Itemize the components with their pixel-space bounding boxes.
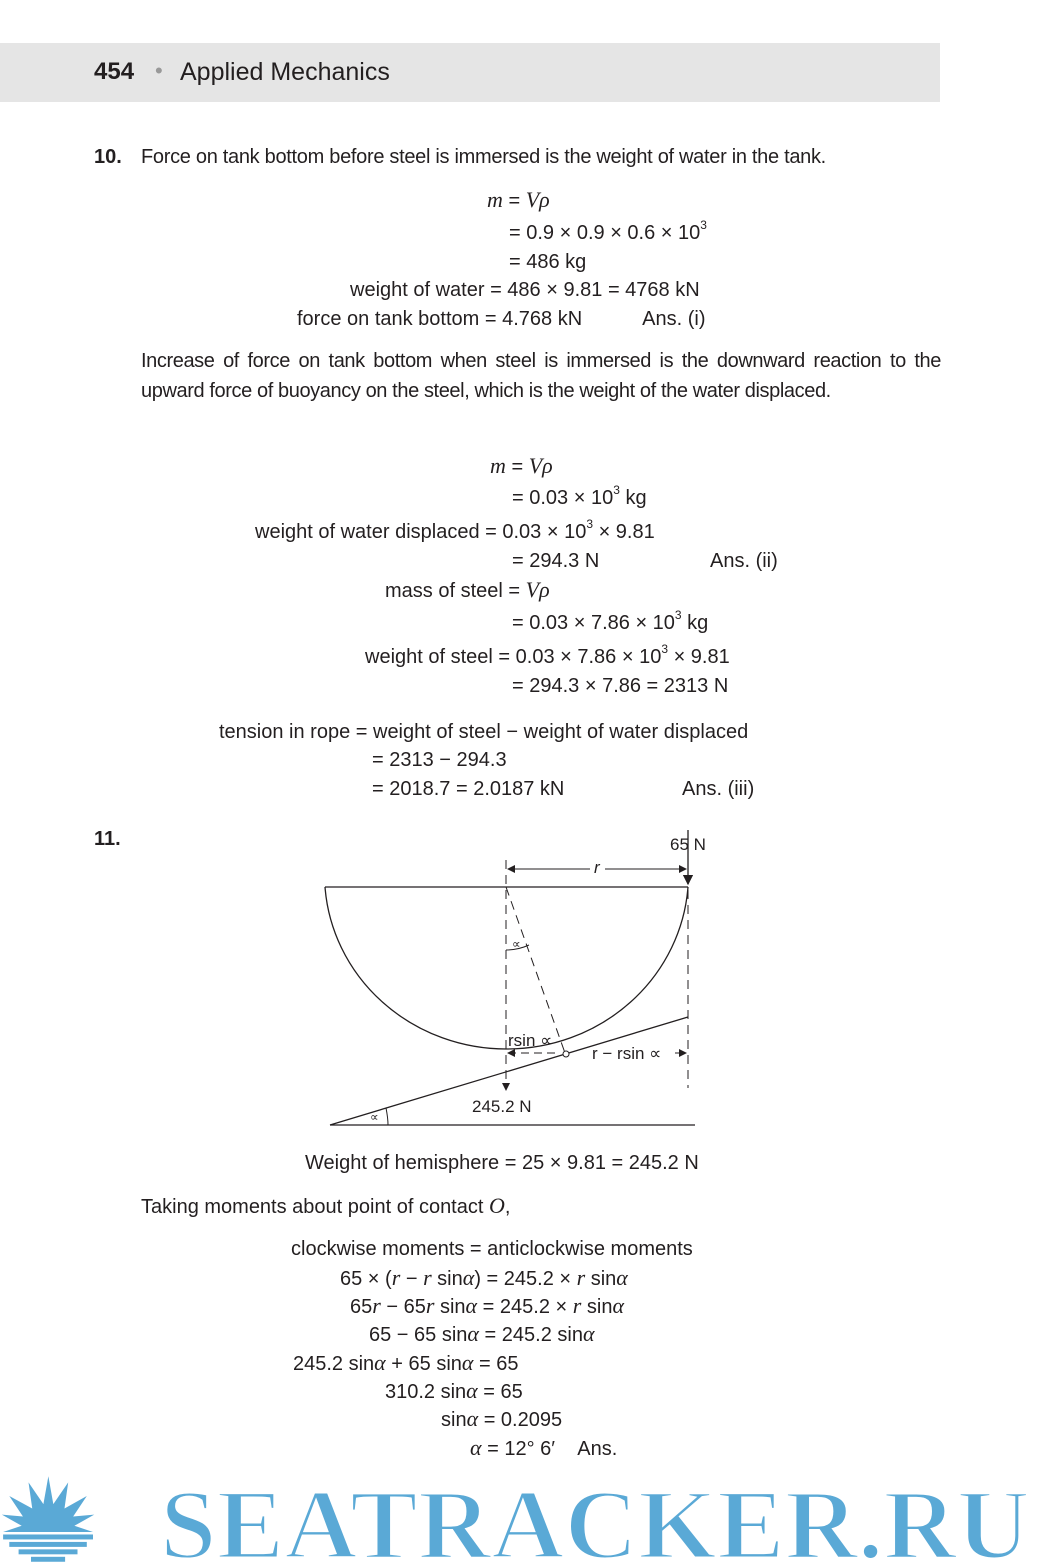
math-text: weight of steel = 0.03 × 7.86 × 10 [365, 646, 662, 668]
math-text: clockwise moments = anticlockwise moments [291, 1238, 693, 1260]
force-65n-label: 65 N [670, 835, 706, 854]
running-header [0, 43, 940, 102]
math-text: , [504, 1196, 511, 1218]
math-variable: r [391, 1265, 401, 1290]
math-text: weight of water displaced = 0.03 × 10 [255, 521, 587, 543]
question-10-intro: Force on tank bottom before steel is immersed is the weight of water in the tank. [141, 146, 826, 168]
math-text: Ans. (iii) [682, 778, 755, 800]
equation-line [385, 1379, 523, 1404]
math-text: = 0.2095 [478, 1409, 563, 1431]
radius-line [506, 887, 565, 1053]
math-text: sin [431, 1268, 463, 1290]
answer-label [710, 549, 778, 573]
math-text: Taking moments about point of contact [141, 1196, 489, 1218]
math-variable: Vρ [525, 187, 550, 212]
equation-line [340, 1266, 628, 1291]
watermark-text: SEATRACKER.RU [160, 1470, 1030, 1567]
weight-label: 245.2 N [472, 1097, 532, 1116]
math-variable: r [572, 1293, 582, 1318]
math-text: = 65 [477, 1381, 523, 1403]
math-variable: O [488, 1193, 505, 1218]
math-text: 310.2 sin [385, 1381, 467, 1403]
equation-line [385, 578, 550, 603]
equation-line [255, 517, 655, 544]
math-text: kg [619, 487, 647, 509]
math-variable: Vρ [528, 453, 553, 478]
math-variable: α [465, 1293, 478, 1318]
math-text: = 0.03 × 10 [512, 487, 614, 509]
math-text: 65 × ( [340, 1268, 392, 1290]
math-variable: r [425, 1293, 435, 1318]
math-text: − [400, 1268, 424, 1290]
equation-line [512, 674, 728, 698]
equation-line [365, 642, 730, 669]
superscript: 3 [586, 517, 594, 531]
superscript: 3 [700, 218, 707, 232]
equation-line [512, 549, 599, 573]
math-text: sin [441, 1409, 467, 1431]
header-separator: • [155, 58, 163, 83]
math-text: − 65 [380, 1296, 426, 1318]
math-text: = 2018.7 = 2.0187 kN [372, 778, 565, 800]
math-text: × 9.81 [593, 521, 655, 543]
math-text: weight of water = 486 × 9.81 = 4768 kN [350, 279, 700, 301]
radius-label: r [594, 858, 600, 877]
equation-line [490, 454, 553, 479]
math-variable: α [374, 1350, 386, 1375]
math-variable: α [612, 1293, 624, 1318]
equation-line [350, 1294, 624, 1319]
math-text: kg [681, 612, 709, 634]
math-variable: r [576, 1265, 586, 1290]
math-text: Weight of hemisphere = 25 × 9.81 = 245.2 N [305, 1152, 699, 1174]
math-text: 65 − 65 sin [369, 1324, 468, 1346]
math-variable: α [470, 1435, 482, 1460]
math-text: ) = 245.2 × [474, 1268, 577, 1290]
math-text: sin [581, 1296, 613, 1318]
math-text: = 294.3 N [512, 550, 600, 572]
book-title: Applied Mechanics [180, 58, 390, 86]
math-text: = 12° 6′ Ans. [481, 1438, 618, 1460]
math-variable: α [461, 1350, 474, 1375]
math-text: = 0.03 × 7.86 × 10 [512, 612, 675, 634]
math-text: force on tank bottom = 4.768 kN Ans. (i) [297, 308, 706, 330]
equation-line [372, 748, 507, 772]
math-text: 245.2 sin [293, 1353, 375, 1375]
math-text: = 245.2 sin [478, 1324, 583, 1346]
math-text: sin [434, 1296, 466, 1318]
equation-line [512, 608, 709, 635]
math-variable: r [372, 1293, 381, 1318]
weight-of-hemisphere-line [305, 1151, 699, 1175]
math-text: = 294.3 × 7.86 = 2313 N [512, 675, 729, 697]
question-10-explanation: Increase of force on tank bottom when steel is immersed is the downward reaction to the upward force of buoyancy on the steel, which is the weight of the water displaced. [141, 350, 941, 402]
math-text: 65 [350, 1296, 373, 1318]
equation-line [293, 1351, 519, 1376]
superscript: 3 [661, 642, 669, 656]
equation-line [297, 307, 706, 331]
moments-intro [141, 1194, 510, 1219]
equation-line [487, 188, 550, 213]
math-variable: α [582, 1321, 595, 1346]
equation-line [291, 1237, 693, 1261]
math-text: = 0.9 × 0.9 × 0.6 × 10 [509, 222, 701, 244]
math-text: = 245.2 × [477, 1296, 573, 1318]
math-text: = [502, 190, 526, 212]
math-variable: α [467, 1321, 479, 1346]
equation-line [219, 720, 748, 744]
r-minus-rsin-label: r − rsin ∝ [592, 1044, 662, 1063]
equation-line [369, 1322, 595, 1347]
page-number: 454 [94, 58, 135, 85]
superscript: 3 [674, 608, 682, 622]
math-text: × 9.81 [668, 646, 730, 668]
math-variable: α [462, 1265, 475, 1290]
math-text: = 486 kg [509, 251, 587, 273]
math-variable: m [487, 187, 503, 212]
math-text: sin [585, 1268, 617, 1290]
math-text: mass of steel = [385, 580, 526, 602]
equation-line [509, 218, 707, 245]
answer-label [682, 777, 754, 801]
equation-line [470, 1436, 617, 1461]
equation-line [441, 1407, 562, 1432]
math-variable: r [423, 1265, 432, 1290]
math-text: tension in rope = weight of steel − weight of water displaced [219, 721, 749, 743]
equation-line [512, 483, 647, 510]
equation-line [350, 278, 700, 302]
math-text: = 65 [473, 1353, 519, 1375]
math-variable: α [466, 1378, 478, 1403]
sun-logo-icon [2, 1476, 94, 1562]
math-text: = 2313 − 294.3 [372, 749, 507, 771]
equation-line [509, 250, 586, 274]
question-number-11: 11. [94, 828, 121, 850]
question-number-10: 10. [94, 146, 122, 168]
math-variable: m [490, 453, 506, 478]
plane-angle-label: ∝ [370, 1110, 379, 1124]
rsin-label: rsin ∝ [508, 1031, 553, 1050]
math-text: = [505, 456, 529, 478]
math-variable: α [466, 1406, 479, 1431]
superscript: 3 [613, 483, 620, 497]
equation-line [372, 777, 564, 801]
math-variable: α [616, 1265, 628, 1290]
alpha-label: ∝ [512, 937, 521, 951]
hemisphere-diagram [300, 830, 720, 1140]
math-variable: Vρ [525, 577, 550, 602]
watermark [0, 1470, 1047, 1567]
math-text: + 65 sin [385, 1353, 462, 1375]
math-text: Ans. (ii) [710, 550, 778, 572]
